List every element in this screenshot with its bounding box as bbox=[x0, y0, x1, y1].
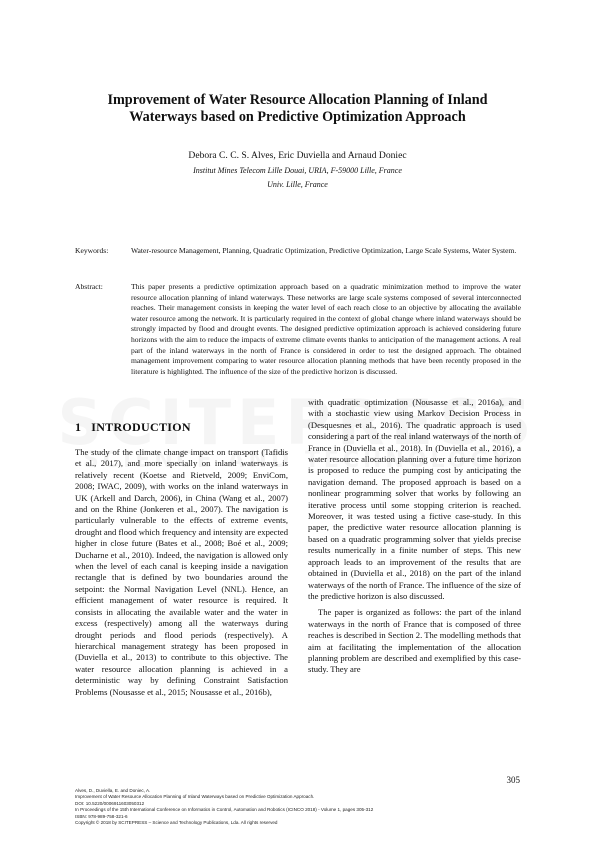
section-heading bbox=[75, 420, 191, 435]
footer-line: Alves, D., Duviella, E. and Doniec, A. bbox=[75, 788, 151, 793]
title-line-1: Improvement of Water Resource Allocation Planning of Inland bbox=[107, 92, 488, 108]
intro-paragraph-1: The study of the climate change impact on transport (Tafidis et al., 2017), and more specially on inland waterways is relatively recent (Koetse and Rietveld, 2009; EnviCom, 2008; IWAC, 2009), with works on the inland waterways in UK (Arkell and Darch, 2006), in China (Wang et al., 2007) and on the Rhine (Jonkeren et al., 2007). The navigation is particularly vulnerable to the effects of extreme events, drought and flood which frequency and intensity are expected higher in close future (Bates et al., 2008; Boé et al., 2009; Ducharne et al., 2010). Indeed, the navigation is allowed only when the level of each canal is keeping inside a navigation rectangle that is defined by two boundaries around the setpoint: the Normal Navigation Level (NNL). Hence, an efficient management of water resource is required. It consists in allocating the available water and the water in excess (respectively) among all the waterways during drought periods and flood periods (respectively). A hierarchical management strategy has been proposed in (Duviella et al., 2013) to contribute to this objective. The water resource allocation planning is achieved in a deterministic way by defining Constraint Satisfaction Problems (Nousasse et al., 2015; Nousasse et al., 2016b), bbox=[75, 447, 288, 697]
footer-line: Improvement of Water Resource Allocation Planning of Inland Waterways based on Predictive Optimization Approach. bbox=[75, 794, 315, 800]
footer-line: DOI: 10.5220/0006911603050312 bbox=[75, 800, 145, 806]
abstract-label: Abstract: bbox=[75, 282, 103, 291]
section-number: 1 bbox=[75, 420, 82, 434]
intro-paragraph-2: with quadratic optimization (Nousasse et al., 2016a), and with a stochastic view using Markov Decision Process in (Desquesnes et al., 2016). The quadratic approach is used considering a part of the real inland waterways of the north of France in (Duviella et al., 2018). In (Duviella et al., 2016), a water resource allocation planning over a future time horizon is proposed to reduce the pumping cost by anticipating the navigation demand. The proposed approach is based on a nonlinear programming solver that works by following an iterative process until some stopping criterion is reached. Moreover, it was tested using a fictive case-study. In this paper, the predictive water resource allocation planning is based on a quadratic programming solver that yields precise results numerically in a finite number of steps. This new approach leads to an improvement of the results that are obtained in (Duviella et al., 2018) on the part of the inland waterways of the north of France. The influence of the size of the predictive horizon is also discussed. bbox=[308, 397, 521, 601]
page-number: 305 bbox=[506, 775, 520, 785]
abstract-text: This paper presents a predictive optimization approach based on a quadratic minimization method to improve the water resource allocation planning of inland waterways. These networks are large scale systems composed of several interconnected reaches. Their management consists in keeping the water level of each reach close to an objective by allocating the available water resource among the network. It is particularly required in the context of global change where inland waterways should be strongly impacted by flood and drought events. The designed predictive optimization approach is achieved considering future horizons with the aim to reduce the impacts of extreme climate events thanks to anticipation of the management actions. A real part of the inland waterways in the north of France is considered in order to test the designed approach. The obtained management improvement comparing to water resource allocation planning methods that have been recently proposed in the literature is highlighted. The influence of the size of the predictive horizon is discussed. bbox=[131, 282, 521, 376]
affiliation-2: Univ. Lille, France bbox=[267, 180, 328, 189]
footer-line: ISBN: 978-989-758-321-6 bbox=[75, 813, 128, 819]
footer-line: Copyright © 2018 by SCITEPRESS – Science and Technology Publications, Lda. All rights reserved bbox=[75, 820, 278, 826]
section-title: INTRODUCTION bbox=[91, 420, 191, 434]
intro-paragraph-3: The paper is organized as follows: the part of the inland waterways in the north of France that is composed of three reaches is described in Section 2. The modelling methods that aim at facilitating the implementation of the allocation planning problem are described and exemplified by this case-study. They are bbox=[308, 607, 521, 675]
title-line-2: Waterways based on Predictive Optimization Approach bbox=[129, 109, 466, 125]
footer-line: In Proceedings of the 15th International Conference on Informatics in Control, Automation and Robotics (ICINCO 2018) - Volume 1, pages 305-312 bbox=[75, 807, 374, 813]
citation-footer bbox=[75, 788, 525, 826]
left-column bbox=[75, 447, 288, 698]
affiliation-1: Institut Mines Telecom Lille Douai, URIA, F-59000 Lille, France bbox=[193, 166, 402, 175]
authors: Debora C. C. S. Alves, Eric Duviella and Arnaud Doniec bbox=[188, 150, 407, 161]
right-column bbox=[308, 397, 521, 676]
keywords-label: Keywords: bbox=[75, 246, 109, 255]
paper-title bbox=[60, 92, 535, 126]
keywords-text: Water-resource Management, Planning, Quadratic Optimization, Predictive Optimization, Large Scale Systems, Water System. bbox=[131, 246, 517, 255]
